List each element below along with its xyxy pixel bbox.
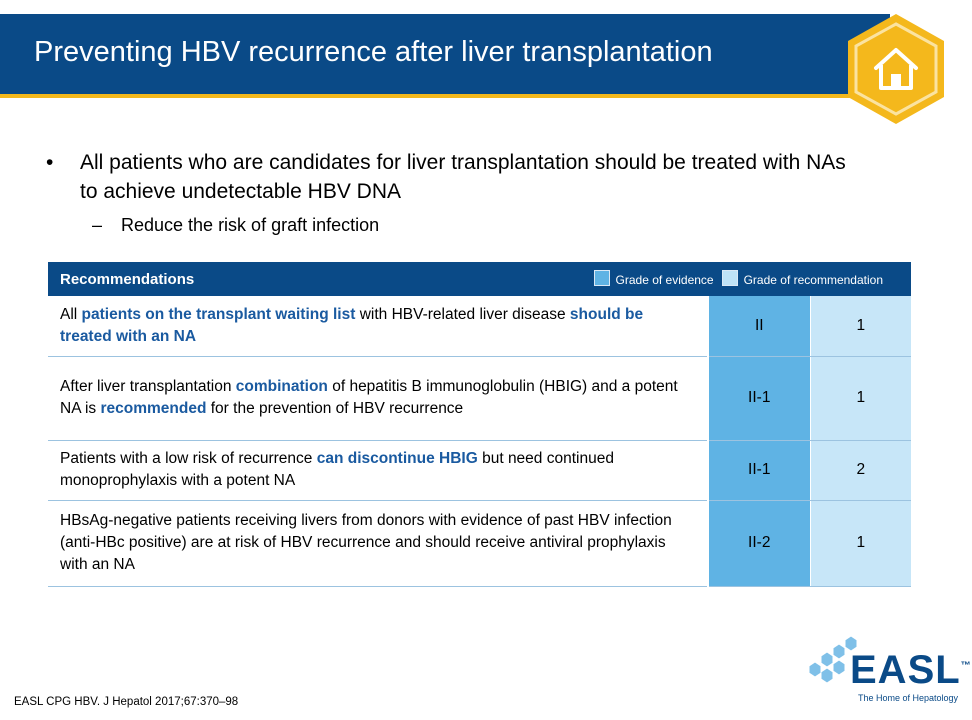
table-row — [48, 440, 911, 500]
recommendation-text: After liver transplantation combination of hepatitis B immunoglobulin (HBIG) and a potent NA is recommended for the prevention of HBV recurrence — [48, 356, 708, 440]
slide-title: Preventing HBV recurrence after liver transplantation — [34, 36, 713, 68]
bullet-sub — [46, 212, 866, 238]
legend-recommendation-swatch — [722, 270, 738, 286]
table-header-label: Recommendations — [60, 270, 195, 288]
dash-glyph: – — [92, 215, 103, 235]
table-row — [48, 500, 911, 586]
citation: EASL CPG HBV. J Hepatol 2017;67:370–98 — [14, 696, 239, 708]
title-bar — [0, 14, 890, 98]
evidence-grade: II-1 — [708, 356, 810, 440]
recommendation-grade: 1 — [810, 356, 911, 440]
easl-tagline: The Home of Hepatology — [858, 693, 959, 703]
recommendation-text: HBsAg-negative patients receiving livers from donors with evidence of past HBV infection (anti-HBc positive) are at risk of HBV recurrence and should receive antiviral prophylaxis with an NA — [48, 500, 708, 586]
table-row — [48, 356, 911, 440]
legend-recommendation-label: Grade of recommendation — [743, 273, 883, 287]
legend-evidence-swatch — [594, 270, 610, 286]
evidence-grade: II — [708, 296, 810, 356]
recommendations-table — [48, 262, 911, 587]
bullet-main-text: All patients who are candidates for liver transplantation should be treated with NAs to achieve undetectable HBV DNA — [80, 151, 846, 203]
recommendation-grade: 1 — [810, 500, 911, 586]
recommendation-grade: 2 — [810, 440, 911, 500]
bullet-main — [46, 148, 866, 206]
legend-evidence-label: Grade of evidence — [615, 273, 714, 287]
easl-logo-text: EASL™ — [850, 648, 972, 692]
legend — [594, 270, 883, 287]
recommendation-grade: 1 — [810, 296, 911, 356]
bullet-list — [46, 148, 866, 238]
recommendation-text: All patients on the transplant waiting list with HBV-related liver disease should be treated with an NA — [48, 296, 708, 356]
home-icon[interactable] — [840, 10, 952, 128]
evidence-grade: II-1 — [708, 440, 810, 500]
bullet-glyph: • — [46, 151, 54, 174]
table-row — [48, 296, 911, 356]
table-header — [48, 262, 911, 296]
bullet-sub-text: Reduce the risk of graft infection — [121, 215, 380, 235]
recommendation-text: Patients with a low risk of recurrence can discontinue HBIG but need continued monoprophylaxis with a potent NA — [48, 440, 708, 500]
evidence-grade: II-2 — [708, 500, 810, 586]
